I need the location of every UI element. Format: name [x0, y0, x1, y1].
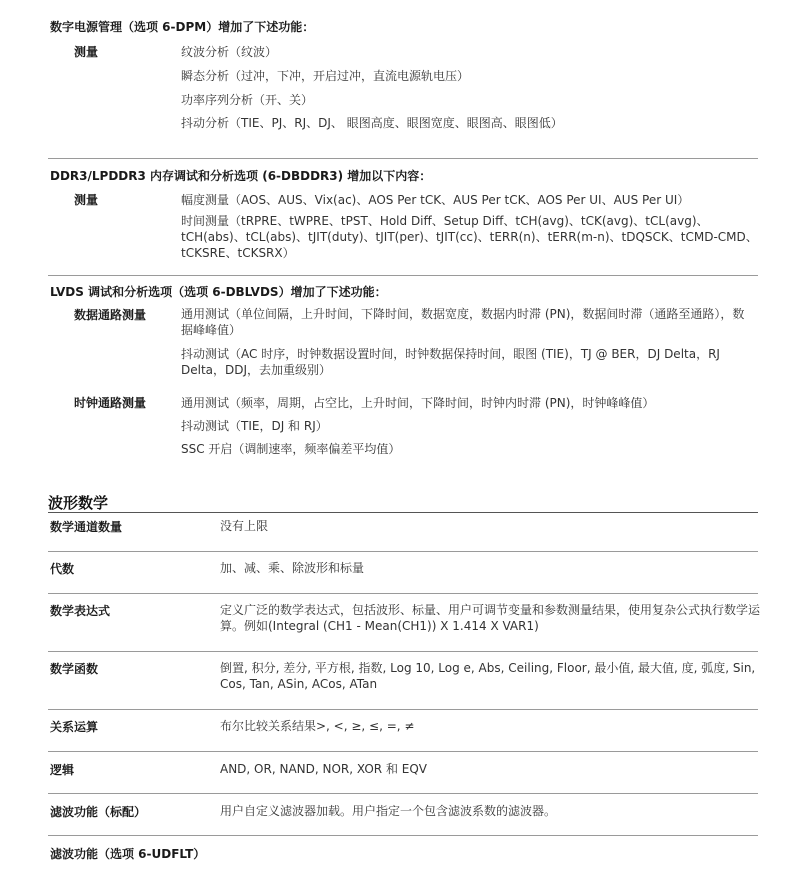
- lvds-clock-item: 通用测试（频率，周期，占空比，上升时间，下降时间，时钟内时滞 (PN)，时钟峰峰值）: [181, 396, 655, 410]
- ddr-item: 幅度测量（AOS、AUS、Vix(ac)、AOS Per tCK、AUS Per tCK、AOS Per UI、AUS Per UI）: [181, 193, 690, 207]
- math-row-label: 关系运算: [50, 720, 99, 734]
- dpm-item: 纹波分析（纹波）: [181, 45, 278, 59]
- ddr-item: 时间测量（tRPRE、tWPRE、tPST、Hold Diff、Setup Diff、tCH(avg)、tCK(avg)、tCL(avg)、tCH(abs)、tCL(abs)、tJIT(duty)、tJIT(per)、tJIT(cc)、tERR(n)、tERR(m-n)、tDQSCK、tCMD-CMD、tCKSRE、tCKSRX）: [181, 214, 758, 260]
- divider: [48, 158, 758, 159]
- divider: [48, 512, 758, 513]
- divider: [48, 793, 758, 794]
- dpm-measure-label: 测量: [74, 45, 99, 59]
- math-row-label: 逻辑: [50, 763, 75, 777]
- math-row-value: 用户自定义滤波器加载。用户指定一个包含滤波系数的滤波器。: [220, 804, 557, 818]
- math-row-value: 倒置, 积分, 差分, 平方根, 指数, Log 10, Log e, Abs, Ceiling, Floor, 最小值, 最大值, 度, 弧度, Sin, Cos, Tan, ASin, ACos, ATan: [220, 661, 756, 691]
- dpm-item: 抖动分析（TIE、PJ、RJ、DJ、 眼图高度、眼图宽度、眼图高、眼图低）: [181, 116, 563, 130]
- lvds-data-item: 通用测试（单位间隔，上升时间，下降时间，数据宽度，数据内时滞 (PN)，数据间时滞（通路至通路），数据峰峰值）: [181, 307, 745, 337]
- lvds-clock-item: SSC 开启（调制速率，频率偏差平均值）: [181, 442, 401, 456]
- math-row-value: 定义广泛的数学表达式，包括波形、标量、用户可调节变量和参数测量结果，使用复杂公式执行数学运算。例如(Integral (CH1 - Mean(CH1)) X 1.414 X VAR1): [220, 603, 761, 633]
- math-row-value: AND, OR, NAND, NOR, XOR 和 EQV: [220, 762, 427, 776]
- math-row-label: 数学通道数量: [50, 520, 123, 534]
- math-section-title: 波形数学: [48, 494, 109, 512]
- ddr-section-header: DDR3/LPDDR3 内存调试和分析选项 (6-DBDDR3) 增加以下内容：: [50, 169, 432, 183]
- math-row-label: 代数: [50, 562, 75, 576]
- math-row-label: 滤波功能（选项 6-UDFLT）: [50, 847, 206, 861]
- lvds-section-header: LVDS 调试和分析选项（选项 6-DBLVDS）增加了下述功能：: [50, 285, 387, 299]
- divider: [48, 275, 758, 276]
- divider: [48, 835, 758, 836]
- lvds-clock-label: 时钟通路测量: [74, 396, 147, 410]
- lvds-data-item: 抖动测试（AC 时序，时钟数据设置时间，时钟数据保持时间，眼图 (TIE)，TJ @ BER，DJ Delta，RJ Delta，DDJ，去加重级别）: [181, 347, 720, 377]
- divider: [48, 593, 758, 594]
- dpm-item: 功率序列分析（开、关）: [181, 93, 314, 107]
- divider: [48, 751, 758, 752]
- dpm-section-header: 数字电源管理（选项 6-DPM）增加了下述功能：: [50, 20, 315, 34]
- math-row-value: 布尔比较关系结果>, <, ≥, ≤, =, ≠: [220, 719, 415, 733]
- math-row-label: 数学表达式: [50, 604, 111, 618]
- math-row-value: 加、减、乘、除波形和标量: [220, 561, 365, 575]
- divider: [48, 551, 758, 552]
- dpm-item: 瞬态分析（过冲，下冲，开启过冲，直流电源轨电压）: [181, 69, 470, 83]
- math-row-label: 数学函数: [50, 662, 99, 676]
- math-row-label: 滤波功能（标配）: [50, 805, 147, 819]
- lvds-data-label: 数据通路测量: [74, 308, 147, 322]
- divider: [48, 651, 758, 652]
- lvds-clock-item: 抖动测试（TIE，DJ 和 RJ）: [181, 419, 328, 433]
- divider: [48, 709, 758, 710]
- ddr-measure-label: 测量: [74, 193, 99, 207]
- math-row-value: 没有上限: [220, 519, 269, 533]
